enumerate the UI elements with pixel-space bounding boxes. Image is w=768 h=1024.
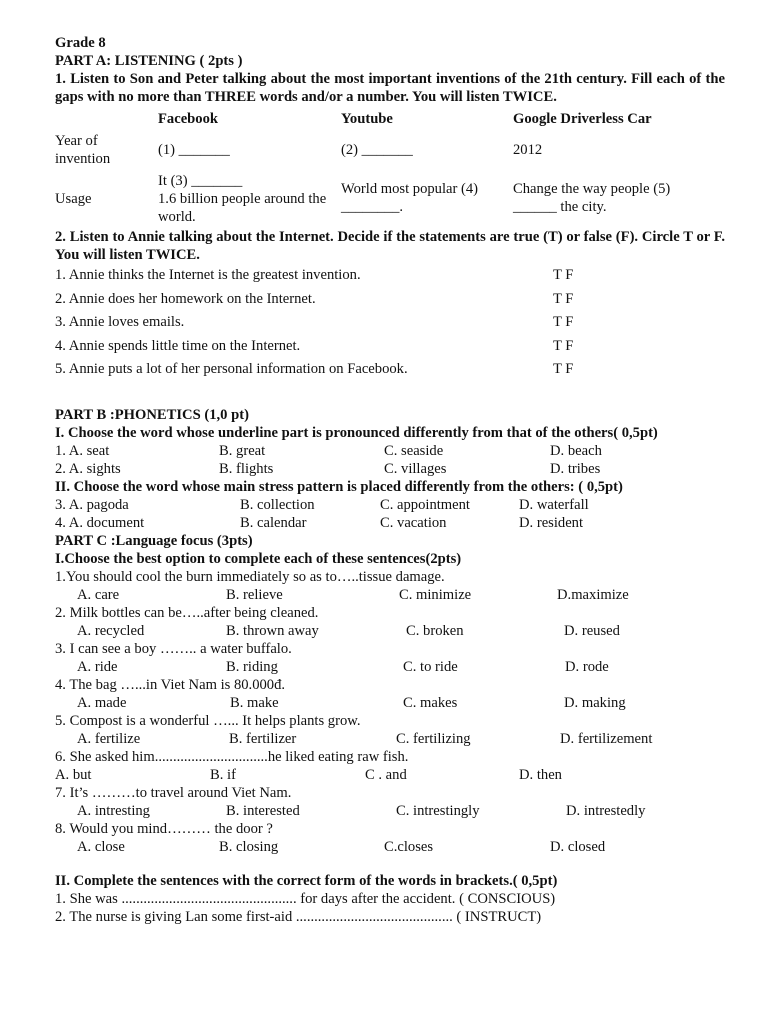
part-b-i-instruction: I. Choose the word whose underline part is pronounced differently from that of the others( 0,5pt) xyxy=(55,424,658,441)
tf-statements xyxy=(55,264,725,382)
mcq-question-5: 5. Compost is a wonderful …... It helps plants grow. xyxy=(55,712,361,729)
part-a-ex1-instruction: 1. Listen to Son and Peter talking about the most important inventions of the 21th century. Fill each of the gaps with no more than THREE words and/or a number. You will listen TWICE. xyxy=(55,71,725,105)
mcq-options-6: A. but B. if C . and D. then xyxy=(55,766,562,783)
grade-label: Grade 8 xyxy=(55,35,106,51)
mcq-options-1: A. care B. relieve C. minimize D.maximize xyxy=(77,586,629,603)
mcq-options-3: A. ride B. riding C. to ride D. rode xyxy=(77,658,609,675)
part-c-title: PART C :Language focus (3pts) xyxy=(55,532,253,549)
phonetics-q1: 1. A. seat B. great C. seaside D. beach xyxy=(55,442,602,459)
table-header-empty xyxy=(55,110,158,132)
word-form-q2: 2. The nurse is giving Lan some first-aid ........................................... ( INSTRUCT) xyxy=(55,908,542,925)
cell-google-year: 2012 xyxy=(513,142,543,158)
mcq-options-4: A. made B. make C. makes D. making xyxy=(77,694,626,711)
mcq-options-5: A. fertilize B. fertilizer C. fertilizing D. fertilizement xyxy=(77,730,653,747)
part-c-i-instruction: I.Choose the best option to complete each of these sentences(2pts) xyxy=(55,550,462,567)
cell-youtube-year: (2) _______ xyxy=(341,142,413,158)
part-b-ii-instruction: II. Choose the word whose main stress pattern is placed differently from the others: ( 0,5pt) xyxy=(55,478,623,495)
stress-q3: 3. A. pagoda B. collection C. appointment D. waterfall xyxy=(55,496,589,513)
mcq-question-2: 2. Milk bottles can be…..after being cleaned. xyxy=(55,604,319,621)
row-year-label: Year of invention xyxy=(55,133,111,167)
part-a-title: PART A: LISTENING ( 2pts ) xyxy=(55,53,243,69)
listening-table xyxy=(55,110,725,226)
tf-statement-2: 2. Annie does her homework on the Internet. T F xyxy=(55,290,574,307)
table-header-google: Google Driverless Car xyxy=(513,111,652,127)
table-header-facebook: Facebook xyxy=(158,111,218,127)
word-form-q1: 1. She was ................................................ for days after the accident. ( CONSCIOUS) xyxy=(55,890,556,907)
mcq-question-3: 3. I can see a boy …….. a water buffalo. xyxy=(55,640,292,657)
tf-statement-4: 4. Annie spends little time on the Internet. T F xyxy=(55,337,574,354)
mcq-options-7: A. intresting B. interested C. intrestingly D. intrestedly xyxy=(77,802,646,819)
mcq-question-4: 4. The bag …...in Viet Nam is 80.000đ. xyxy=(55,676,286,693)
mcq-question-6: 6. She asked him...............................he liked eating raw fish. xyxy=(55,748,409,765)
cell-facebook-usage: It (3) _______ 1.6 billion people around the world. xyxy=(158,173,327,225)
tf-statement-1: 1. Annie thinks the Internet is the greatest invention. T F xyxy=(55,267,574,283)
cell-youtube-usage: World most popular (4) ________. xyxy=(341,181,479,215)
mcq-list xyxy=(55,568,725,856)
stress-q4: 4. A. document B. calendar C. vacation D. resident xyxy=(55,514,584,531)
mcq-question-8: 8. Would you mind……… the door ? xyxy=(55,820,273,837)
cell-facebook-year: (1) _______ xyxy=(158,142,230,158)
mcq-options-2: A. recycled B. thrown away C. broken D. reused xyxy=(77,622,620,639)
worksheet-page xyxy=(55,34,725,926)
part-a-ex2-instruction: 2. Listen to Annie talking about the Internet. Decide if the statements are true (T) or false (F). Circle T or F. You will listen TWICE. xyxy=(55,229,725,263)
phonetics-q2: 2. A. sights B. flights C. villages D. tribes xyxy=(55,460,601,477)
mcq-question-7: 7. It’s ………to travel around Viet Nam. xyxy=(55,784,292,801)
tf-statement-3: 3. Annie loves emails. T F xyxy=(55,314,574,330)
tf-statement-5: 5. Annie puts a lot of her personal information on Facebook. T F xyxy=(55,361,574,377)
table-header-youtube: Youtube xyxy=(341,111,393,127)
cell-google-usage: Change the way people (5) ______ the city. xyxy=(513,181,671,215)
mcq-question-1: 1.You should cool the burn immediately so as to…..tissue damage. xyxy=(55,568,445,585)
part-c-ii-instruction: II. Complete the sentences with the correct form of the words in brackets.( 0,5pt) xyxy=(55,872,558,889)
mcq-options-8: A. close B. closing C.closes D. closed xyxy=(77,838,606,855)
row-usage-label: Usage xyxy=(55,191,92,207)
part-b-title: PART B :PHONETICS (1,0 pt) xyxy=(55,406,249,423)
